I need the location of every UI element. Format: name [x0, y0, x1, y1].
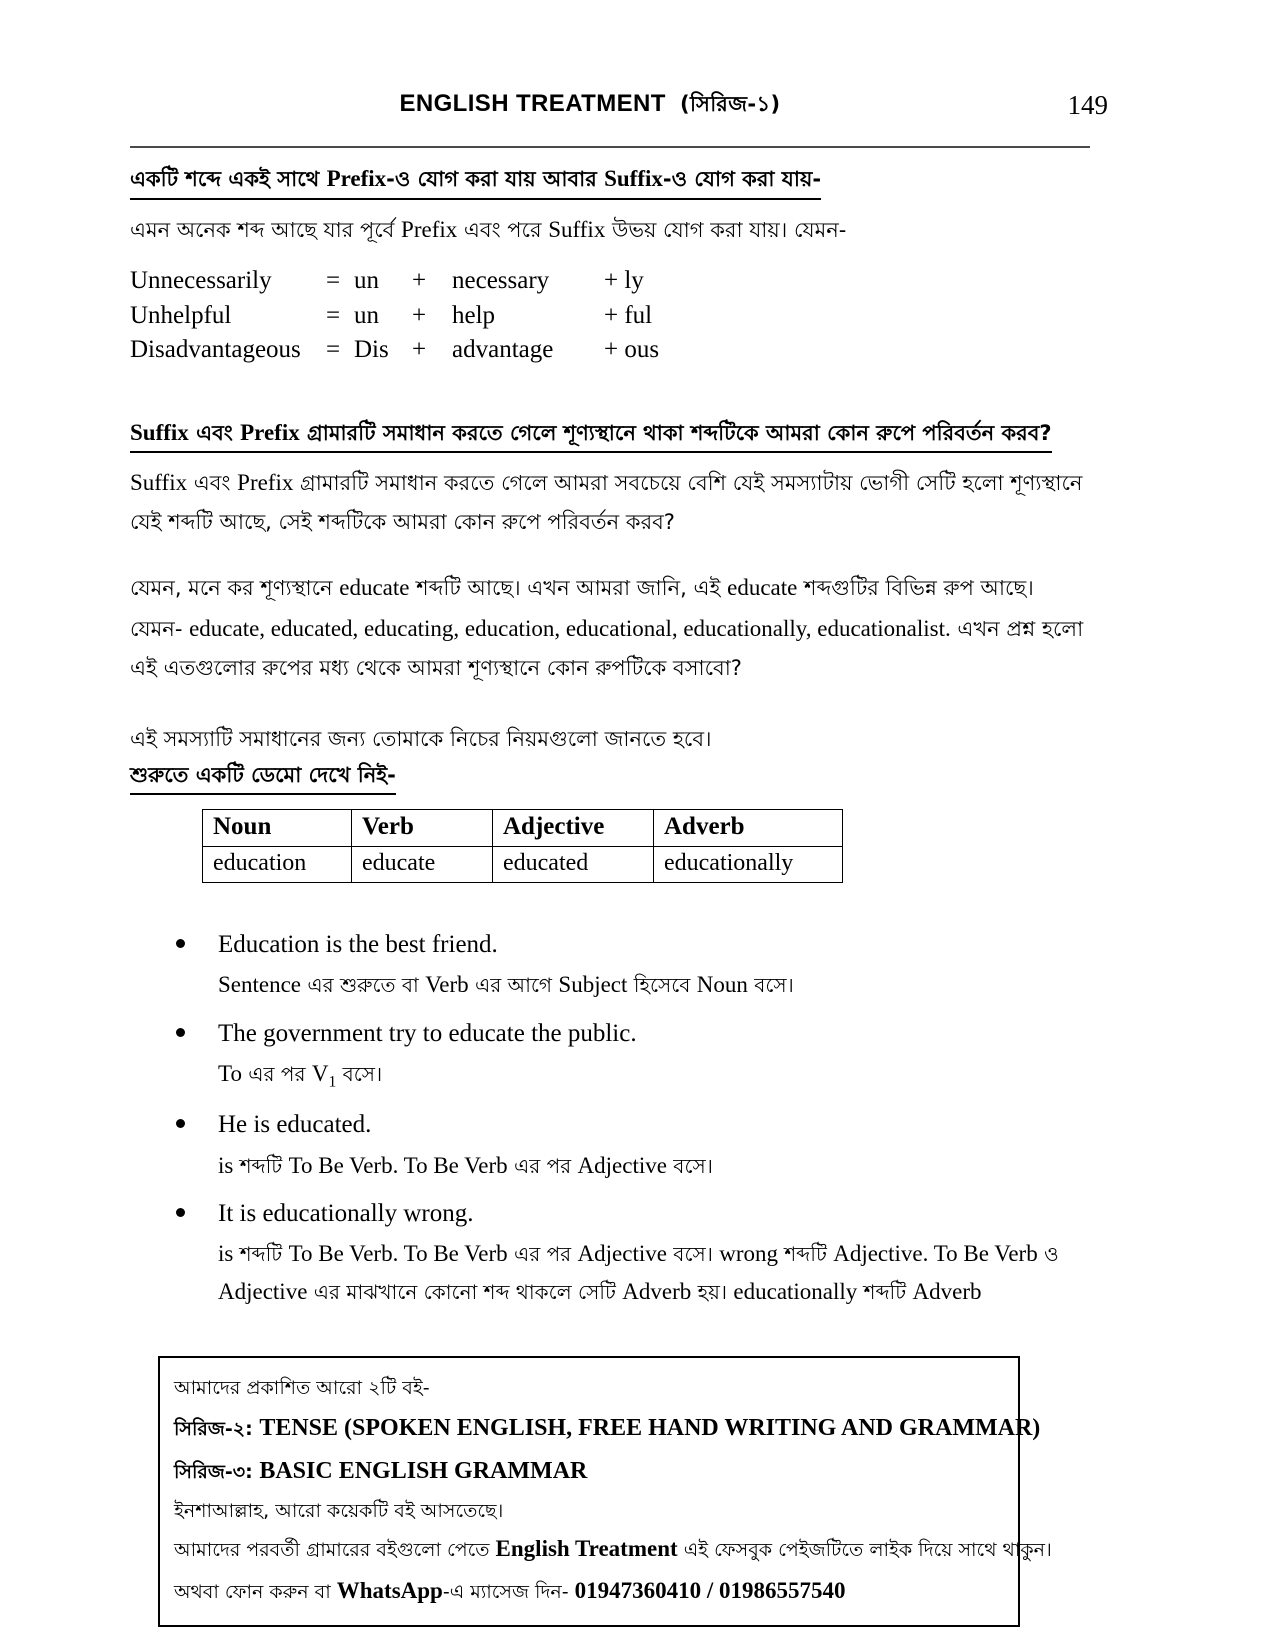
header-divider — [130, 146, 1090, 148]
bengali-token: বসে। — [666, 1242, 720, 1267]
rule-example-sentence: It is educationally wrong. — [218, 1199, 474, 1227]
section-1-heading-part-c: -ও যোগ করা যায়- — [662, 167, 822, 191]
page-content — [130, 0, 1108, 1627]
formation-root: help — [452, 301, 496, 329]
formation-prefix: un — [354, 267, 379, 295]
promo-series-2-label: সিরিজ-২: — [174, 1417, 260, 1440]
bengali-token: হিসেবে — [627, 973, 697, 998]
section-1-heading-prefix: Prefix — [326, 166, 387, 191]
bengali-token: শব্দটি — [233, 1242, 289, 1267]
section-2-heading-suffix: Suffix — [130, 419, 189, 445]
rule-explanation — [176, 1147, 1090, 1184]
paragraph-part-a: এবং — [187, 471, 238, 496]
english-token: Noun — [696, 972, 748, 998]
promo-contact — [174, 1574, 1000, 1609]
column-header-verb: Verb — [352, 809, 493, 846]
english-token: educationally — [733, 1278, 858, 1304]
promo-series-3-label: সিরিজ-৩: — [174, 1461, 260, 1484]
promo-intro: আমাদের প্রকাশিত আরো ২টি বই- — [174, 1376, 430, 1399]
promo-contact-part-b: -এ ম্যাসেজ দিন- — [442, 1581, 575, 1604]
bengali-token: শব্দটি — [777, 1242, 834, 1267]
promo-facebook-part-a: আমাদের পরবর্তী গ্রামারের বইগুলো পেতে — [174, 1539, 496, 1562]
bengali-token: ও — [1037, 1242, 1059, 1267]
educate-part-b: শব্দটি আছে। এখন আমরা জানি, এই — [409, 575, 728, 600]
formation-root: necessary — [452, 267, 550, 295]
table-header-row — [203, 809, 843, 846]
formation-word: Disadvantageous — [130, 336, 301, 364]
phone-numbers[interactable]: 01947360410 / 01986557540 — [574, 1578, 846, 1604]
promo-facebook-part-b: এই ফেসবুক পেইজটিতে লাইক দিয়ে সাথে থাকুন। — [677, 1539, 1052, 1562]
english-token: Verb — [425, 972, 469, 998]
english-token: Adjective — [577, 1241, 667, 1267]
section-1-intro — [130, 210, 1090, 251]
english-token: To Be Verb. To Be Verb — [288, 1241, 508, 1267]
english-token: Adjective. To Be Verb — [833, 1241, 1038, 1267]
bengali-token: শব্দটি — [233, 1153, 289, 1178]
formation-suffix: + ful — [604, 301, 653, 329]
table-row — [203, 846, 843, 882]
section-2-heading-prefix: Prefix — [240, 419, 300, 445]
column-header-adjective: Adjective — [493, 809, 654, 846]
bullet-icon — [176, 1119, 185, 1128]
english-token: Adjective — [577, 1152, 667, 1178]
word-formation-list — [130, 264, 1090, 368]
formation-suffix: + ly — [604, 267, 644, 295]
educate-paragraph — [130, 568, 1090, 687]
bengali-token: এর পর — [507, 1242, 578, 1267]
english-token: Adjective — [218, 1278, 308, 1304]
bengali-token: এর পর — [507, 1153, 578, 1178]
promo-series-2 — [174, 1410, 1041, 1446]
intro-part-b: এবং পরে — [457, 217, 549, 242]
column-header-adverb: Adverb — [654, 809, 843, 846]
educate-part-a: যেমন, মনে কর শূণ্যস্থানে — [130, 575, 340, 600]
list-item — [176, 927, 1090, 1004]
word-formation-row — [130, 333, 1090, 368]
formation-equals: = — [326, 267, 341, 295]
section-2-heading — [130, 416, 1052, 454]
rule-explanation — [176, 966, 1090, 1003]
demo-table-container — [130, 809, 1090, 883]
formation-word: Unhelpful — [130, 301, 232, 329]
educate-word-1: educate — [339, 574, 410, 600]
educate-word-2: educate — [727, 574, 798, 600]
intro-part-c: উভয় যোগ করা যায়। যেমন- — [605, 217, 847, 242]
english-token: Subject — [558, 972, 628, 998]
rule-explanation — [176, 1235, 1090, 1310]
promo-series-2-title: TENSE (SPOKEN ENGLISH, FREE HAND WRITING AND GRAMMAR) — [259, 1414, 1041, 1441]
promo-series-3 — [174, 1453, 1000, 1489]
promo-facebook — [174, 1532, 1052, 1567]
page-header — [130, 88, 1108, 140]
paragraph-suffix: Suffix — [130, 470, 188, 496]
spacer — [130, 687, 1090, 721]
bullet-icon — [176, 1028, 185, 1037]
page-title-en: ENGLISH TREATMENT — [399, 90, 666, 117]
page-title-bn: (সিরিজ-১) — [679, 92, 781, 116]
cell-adjective: educated — [493, 846, 654, 882]
bengali-token: এর শুরুতে বা — [301, 973, 426, 998]
english-token: Adverb — [912, 1278, 982, 1304]
list-item — [176, 1107, 1090, 1184]
english-token: is — [218, 1152, 234, 1178]
page-title — [130, 88, 1090, 123]
spacer — [130, 368, 1090, 402]
paragraph-prefix: Prefix — [237, 470, 294, 496]
page-number: 149 — [1067, 90, 1108, 120]
spacer — [130, 542, 1090, 558]
section-1-heading — [130, 162, 821, 200]
word-formation-row — [130, 264, 1090, 299]
formation-equals: = — [326, 336, 341, 364]
section-1-heading-part-b: -ও যোগ করা যায় আবার — [386, 167, 605, 191]
solve-instruction: এই সমস্যাটি সমাধানের জন্য তোমাকে নিচের নিয়মগুলো জানতে হবে। — [130, 727, 712, 751]
section-1-heading-suffix: Suffix — [604, 166, 663, 191]
educate-part-c: শব্দগুটির বিভিন্ন রুপ আছে। যেমন- — [130, 575, 1034, 641]
formation-equals: = — [326, 301, 341, 329]
english-token: wrong — [719, 1241, 778, 1267]
promo-contact-part-a: অথবা ফোন করুন বা — [174, 1581, 337, 1604]
section-2-heading-part-b: গ্রামারটি সমাধান করতে গেলে শূণ্যস্থানে থাকা শব্দটিকে আমরা কোন রুপে পরিবর্তন করব? — [299, 420, 1052, 445]
rules-list — [130, 927, 1090, 1310]
demo-instruction: শুরুতে একটি ডেমো দেখে নিই- — [130, 760, 396, 795]
formation-plus: + — [412, 301, 427, 329]
verb-form-token: $V_1$ — [311, 1061, 337, 1091]
english-token: Adverb — [622, 1278, 692, 1304]
cell-adverb: educationally — [654, 846, 843, 882]
promotion-box — [158, 1356, 1052, 1628]
column-header-noun: Noun — [203, 809, 352, 846]
intro-prefix: Prefix — [401, 216, 458, 242]
bengali-token: বসে। — [336, 1062, 383, 1087]
bengali-token: হয়। — [691, 1279, 734, 1304]
formation-suffix: + ous — [604, 336, 660, 364]
formation-word: Unnecessarily — [130, 267, 272, 295]
educate-word-forms: educate, educated, educating, education, educational, educationally, educationalist. — [189, 615, 951, 641]
formation-prefix: un — [354, 301, 379, 329]
educate-part-d: এখন প্রশ্ন হলো এই এতগুলোর রুপের মধ্য থেকে আমরা শূণ্যস্থানে কোন রুপটিকে বসাবো? — [130, 616, 1084, 680]
english-token: To Be Verb. To Be Verb — [288, 1152, 508, 1178]
formation-plus: + — [412, 267, 427, 295]
rule-example-sentence: He is educated. — [218, 1111, 372, 1139]
intro-part-a: এমন অনেক শব্দ আছে যার পূর্বে — [130, 217, 402, 242]
english-token: Sentence — [218, 972, 302, 998]
rule-example-sentence: The government try to educate the public. — [218, 1019, 637, 1047]
list-item — [176, 1016, 1090, 1095]
intro-suffix: Suffix — [548, 216, 606, 242]
list-item — [176, 1196, 1090, 1310]
bullet-icon — [176, 1208, 185, 1217]
cell-verb: educate — [352, 846, 493, 882]
bengali-token: শব্দটি — [857, 1279, 913, 1304]
paragraph-part-b: গ্রামারটি সমাধান করতে গেলে আমরা সবচেয়ে বেশি যেই সমস্যাটায় ভোগী সেটি হলো শূণ্যস্থানে যেই শব্দটি আছে, সেই শব্দটিকে আমরা কোন রুপে পরিবর্তন করব? — [130, 471, 1083, 535]
promo-page-name[interactable]: English Treatment — [495, 1536, 678, 1562]
bullet-icon — [176, 939, 185, 948]
bengali-token: এর পর — [241, 1062, 312, 1087]
formation-prefix: Dis — [354, 336, 389, 364]
section-2-paragraph — [130, 463, 1090, 541]
cell-noun: education — [203, 846, 352, 882]
formation-plus: + — [412, 336, 427, 364]
formation-root: advantage — [452, 336, 554, 364]
rule-example-sentence: Education is the best friend. — [218, 930, 498, 958]
english-token: To — [218, 1061, 242, 1087]
bengali-token: এর আগে — [468, 973, 559, 998]
promo-coming-soon: ইনশাআল্লাহ, আরো কয়েকটি বই আসতেছে। — [174, 1499, 504, 1522]
bengali-token: এর মাঝখানে কোনো শব্দ থাকলে সেটি — [307, 1279, 623, 1304]
promo-series-3-title: BASIC ENGLISH GRAMMAR — [259, 1458, 588, 1485]
english-token: is — [218, 1241, 234, 1267]
rule-explanation — [176, 1055, 1090, 1095]
bengali-token: বসে। — [666, 1153, 713, 1178]
word-formation-row — [130, 299, 1090, 334]
section-1-heading-part-a: একটি শব্দে একই সাথে — [130, 167, 327, 191]
whatsapp-label: WhatsApp — [336, 1578, 443, 1604]
bengali-token: বসে। — [747, 973, 794, 998]
parts-of-speech-table — [202, 809, 843, 883]
section-2-heading-part-a: এবং — [188, 420, 241, 445]
